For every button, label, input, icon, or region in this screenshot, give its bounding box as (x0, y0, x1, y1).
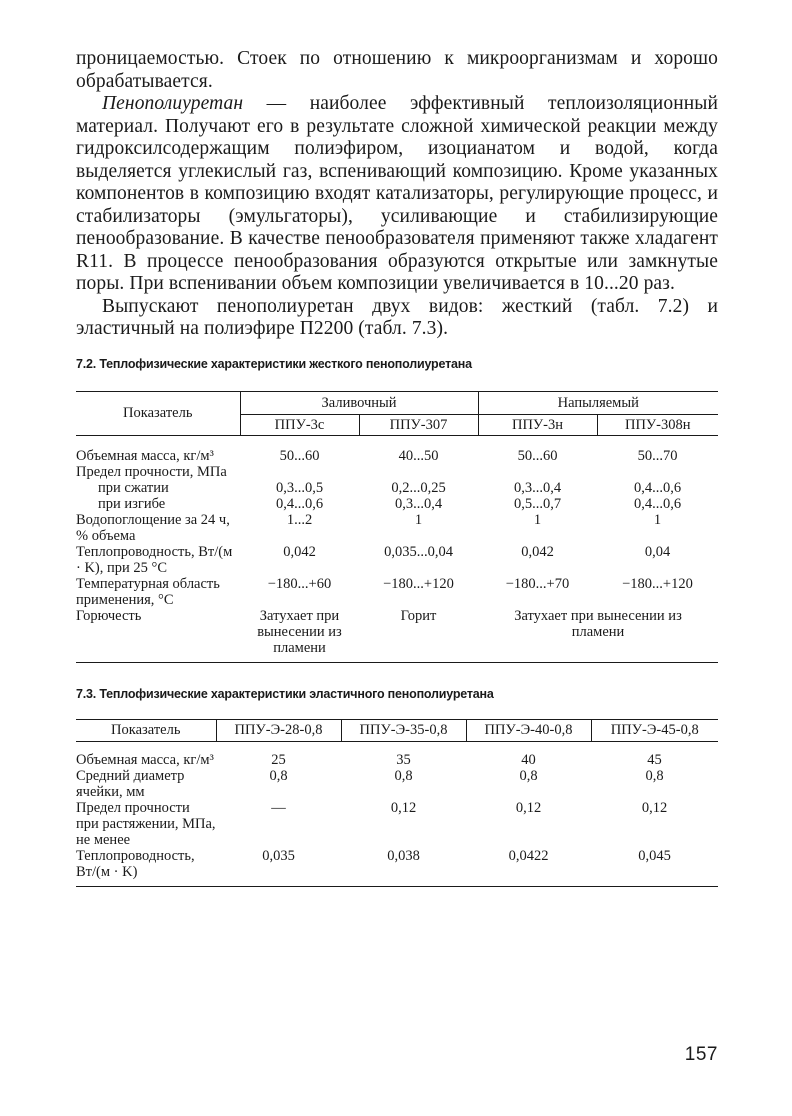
page-content (76, 48, 718, 887)
table-7-2-col-header: ППУ-3н (478, 414, 597, 435)
table-cell: 0,035...0,04 (384, 543, 453, 560)
table-cell: 1...2 (286, 511, 313, 528)
table-cell: −180...+120 (383, 575, 454, 592)
table-cell: 50...60 (517, 447, 558, 464)
row-label: Горючесть (76, 608, 240, 663)
table-row (76, 848, 718, 887)
table-cell: 0,2...0,25 (391, 479, 446, 496)
table-7-2-col-header: ППУ-3с (240, 414, 359, 435)
table-cell: 1 (414, 511, 423, 528)
table-cell: 35 (396, 751, 411, 768)
table-cell: 0,8 (269, 767, 288, 784)
row-label: при сжатии (98, 479, 169, 496)
paragraph-3: Выпускают пенополиуретан двух видов: жесткий (табл. 7.2) и эластичный на полиэфире П2200 (табл. 7.3). (76, 295, 718, 339)
row-label: Объемная масса, кг/м³ (76, 447, 214, 464)
table-cell: 45 (647, 751, 662, 768)
table-row (76, 544, 718, 576)
table-cell: 50...60 (279, 447, 320, 464)
table-cell: Горит (359, 608, 478, 663)
row-label: Водопоглощение за 24 ч, % объема (76, 511, 230, 544)
table-cell: −180...+60 (267, 575, 332, 592)
table-cell: 0,8 (519, 767, 538, 784)
table-cell: −180...+70 (505, 575, 570, 592)
table-cell: 40 (521, 751, 536, 768)
row-label: Температурная область применения, °С (76, 575, 220, 608)
table-row (76, 576, 718, 608)
table-cell: 0,5...0,7 (513, 495, 562, 512)
table-cell: — (271, 799, 286, 816)
table-7-2 (76, 391, 718, 663)
table-cell: 0,4...0,6 (633, 479, 682, 496)
row-label: Средний диаметр ячейки, мм (76, 767, 185, 800)
table-cell: 0,045 (591, 848, 718, 887)
table-7-2-col-header: ППУ-307 (359, 414, 478, 435)
table-7-3-col-header: ППУ-Э-28-0,8 (216, 719, 341, 741)
table-row (76, 512, 718, 544)
table-cell: 0,12 (641, 799, 668, 816)
table-7-2-col-header: ППУ-308н (597, 414, 718, 435)
table-cell: 0,3...0,5 (275, 479, 324, 496)
table-row (76, 496, 718, 512)
table-cell: 0,038 (341, 848, 466, 887)
table-cell: Затухает при вынесении из пламени (478, 608, 718, 663)
table-7-2-group-spray: Напыляемый (478, 391, 718, 414)
table-row (76, 800, 718, 848)
table-cell: 25 (271, 751, 286, 768)
table-7-3-param-header: Показатель (76, 719, 216, 741)
table-7-3 (76, 719, 718, 887)
row-label: Теплопроводность, Вт/(м · K), при 25 °С (76, 543, 233, 576)
table-cell: 0,12 (515, 799, 542, 816)
table-cell: Затухает при вынесении из пламени (240, 608, 359, 663)
paragraph-1: проницаемостью. Стоек по отношению к микроорганизмам и хорошо обрабатывается. (76, 48, 718, 92)
table-cell: 0,042 (283, 543, 316, 560)
table-7-2-param-header: Показатель (76, 391, 240, 435)
table-7-3-col-header: ППУ-Э-35-0,8 (341, 719, 466, 741)
table-row (76, 464, 718, 480)
term-polyurethane-foam: Пенополиуретан (102, 93, 244, 114)
row-label: при изгибе (98, 495, 166, 512)
table-cell: 0,12 (390, 799, 417, 816)
row-label: Теплопроводность, Вт/(м · K) (76, 848, 216, 887)
table-cell: 0,3...0,4 (394, 495, 443, 512)
table-row (76, 741, 718, 768)
table-7-2-caption: 7.2. Теплофизические характеристики жесткого пенополиуретана (76, 356, 472, 371)
table-cell: −180...+120 (622, 575, 693, 592)
table-row (76, 608, 718, 663)
table-row (76, 768, 718, 800)
row-label: Предел прочности, МПа (76, 463, 227, 480)
page-number: 157 (684, 1044, 718, 1065)
table-cell: 0,042 (521, 543, 554, 560)
table-cell: 1 (533, 511, 542, 528)
paragraph-2-text: — наиболее эффективный теплоизоляционный материал. Получают его в результате сложной химической реакции между гидроксилсодержащим полиэфиром, изоцианатом и водой, когда выделяется углекислый газ, вспенивающий композицию. Кроме указанных компонентов в композицию входят катализаторы, регулирующие процесс, и стабилизаторы (эмульгаторы), усиливающие и стабилизирующие пенообразование. В качестве пенообразователя применяют также хладагент R11. В процессе пенообразования образуются открытые или замкнутые поры. При вспенивании объем композиции увеличивается в 10...20 раз. (76, 93, 718, 294)
table-row (76, 435, 718, 464)
table-cell: 0,8 (645, 767, 664, 784)
table-7-3-col-header: ППУ-Э-45-0,8 (591, 719, 718, 741)
table-cell: 0,4...0,6 (275, 495, 324, 512)
table-cell: 0,3...0,4 (513, 479, 562, 496)
table-7-3-col-header: ППУ-Э-40-0,8 (466, 719, 591, 741)
table-cell: 0,8 (394, 767, 413, 784)
table-7-2-group-pour: Заливочный (240, 391, 478, 414)
table-cell: 1 (653, 511, 662, 528)
paragraph-2 (76, 93, 718, 296)
table-cell: 0,035 (216, 848, 341, 887)
table-row (76, 480, 718, 496)
table-cell: 50...70 (637, 447, 678, 464)
row-label: Объемная масса, кг/м³ (76, 751, 214, 768)
table-cell: 0,04 (644, 543, 671, 560)
table-cell: 0,4...0,6 (633, 495, 682, 512)
table-cell: 0,0422 (466, 848, 591, 887)
table-7-3-caption: 7.3. Теплофизические характеристики эластичного пенополиуретана (76, 686, 494, 701)
table-cell: 40...50 (398, 447, 439, 464)
row-label: Предел прочности при растяжении, МПа, не менее (76, 799, 216, 848)
